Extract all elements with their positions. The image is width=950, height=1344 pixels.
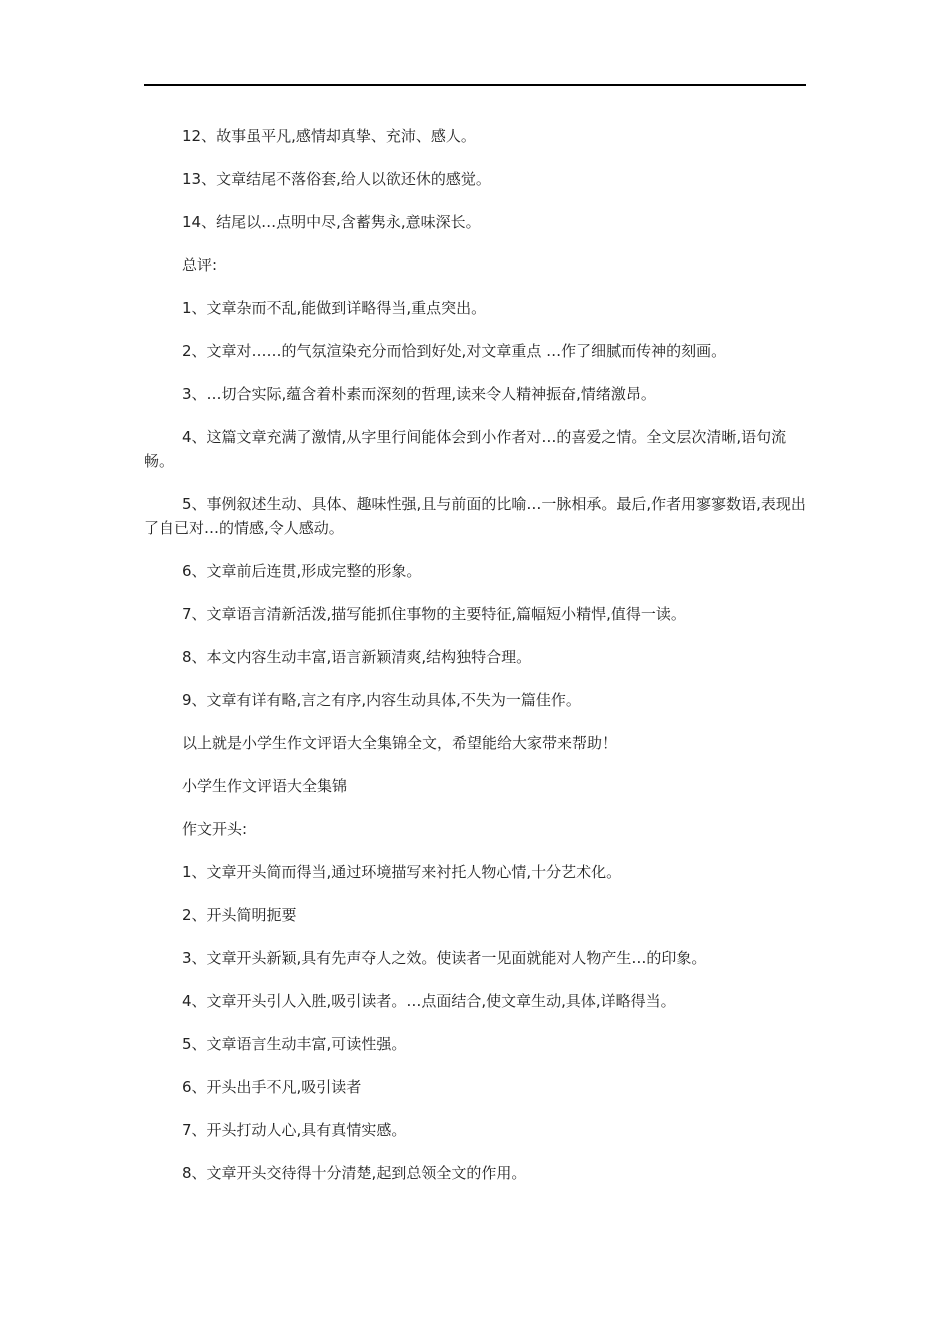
document-body	[144, 124, 808, 1185]
section-heading: 作文开头:	[182, 820, 248, 838]
paragraph: 5、事例叙述生动、具体、趣味性强,且与前面的比喻…一脉相承。最后,作者用寥寥数语,表现出了自已对…的情感,令人感动。	[144, 495, 806, 537]
paragraph: 7、文章语言清新活泼,描写能抓住事物的主要特征,篇幅短小精悍,值得一读。	[182, 605, 686, 623]
paragraph: 3、文章开头新颖,具有先声夺人之效。使读者一见面就能对人物产生…的印象。	[182, 949, 707, 967]
paragraph: 6、开头出手不凡,吸引读者	[182, 1078, 362, 1096]
paragraph: 13、文章结尾不落俗套,给人以欲还休的感觉。	[182, 170, 491, 188]
paragraph: 2、开头简明扼要	[182, 906, 297, 924]
paragraph: 4、文章开头引人入胜,吸引读者。…点面结合,使文章生动,具体,详略得当。	[182, 992, 676, 1010]
section-heading: 总评:	[182, 256, 218, 274]
paragraph: 4、这篇文章充满了激情,从字里行间能体会到小作者对…的喜爱之情。全文层次清晰,语句流畅。	[144, 428, 787, 470]
paragraph: 6、文章前后连贯,形成完整的形象。	[182, 562, 422, 580]
paragraph: 以上就是小学生作文评语大全集锦全文，希望能给大家带来帮助！	[182, 734, 618, 752]
paragraph: 3、…切合实际,蕴含着朴素而深刻的哲理,读来令人精神振奋,情绪激昂。	[182, 385, 656, 403]
paragraph: 9、文章有详有略,言之有序,内容生动具体,不失为一篇佳作。	[182, 691, 581, 709]
paragraph: 7、开头打动人心,具有真情实感。	[182, 1121, 407, 1139]
header-rule	[144, 84, 806, 86]
paragraph: 1、文章杂而不乱,能做到详略得当,重点突出。	[182, 299, 487, 317]
paragraph: 12、故事虽平凡,感情却真挚、充沛、感人。	[182, 127, 476, 145]
paragraph: 2、文章对……的气氛渲染充分而恰到好处,对文章重点 …作了细腻而传神的刻画。	[182, 342, 727, 360]
section-title: 小学生作文评语大全集锦	[182, 777, 348, 795]
paragraph: 14、结尾以…点明中尽,含蓄隽永,意味深长。	[182, 213, 481, 231]
paragraph: 8、本文内容生动丰富,语言新颖清爽,结构独特合理。	[182, 648, 532, 666]
paragraph: 5、文章语言生动丰富,可读性强。	[182, 1035, 407, 1053]
paragraph: 8、文章开头交待得十分清楚,起到总领全文的作用。	[182, 1164, 527, 1182]
paragraph: 1、文章开头简而得当,通过环境描写来衬托人物心情,十分艺术化。	[182, 863, 622, 881]
